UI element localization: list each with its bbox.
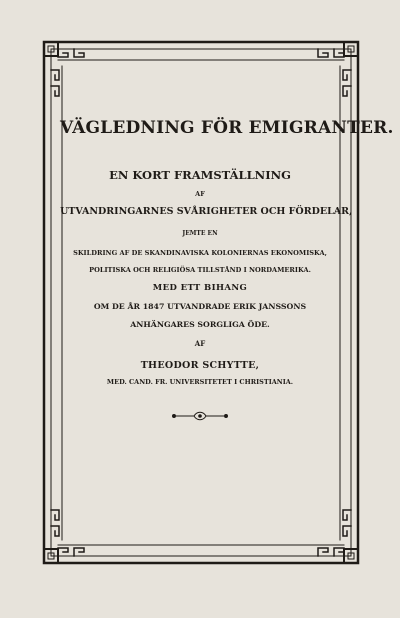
description-line-2: POLITISKA OCH RELIGIÖSA TILLSTÅND I NORDAMERIKA.: [89, 266, 311, 274]
book-title: VÄGLEDNING FÖR EMIGRANTER.: [60, 118, 394, 138]
title-text-block: [60, 118, 394, 422]
subtitle-line: EN KORT FRAMSTÄLLNING: [109, 168, 291, 182]
author-credentials: MED. CAND. FR. UNIVERSITETET I CHRISTIANIA.: [106, 378, 294, 386]
description-line-1: SKILDRING AF DE SKANDINAVISKA KOLONIERNAS EKONOMISKA,: [73, 249, 327, 257]
appendix-line-2: ANHÄNGARES SORGLIGA ÖDE.: [130, 320, 270, 329]
tail-ornament: [170, 410, 230, 422]
by-af: AF: [194, 339, 206, 348]
appendix-heading: MED ETT BIHANG: [152, 283, 248, 293]
subtitle-af: AF: [195, 190, 205, 198]
subtitle-jemte: JEMTE EN: [182, 230, 218, 237]
subtitle-topic: UTVANDRINGARNES SVÅRIGHETER OCH FÖRDELAR,: [60, 206, 353, 217]
author-name: THEODOR SCHYTTE,: [140, 360, 260, 371]
appendix-line-1: OM DE ÅR 1847 UTVANDRADE ERIK JANSSONS: [93, 302, 307, 311]
